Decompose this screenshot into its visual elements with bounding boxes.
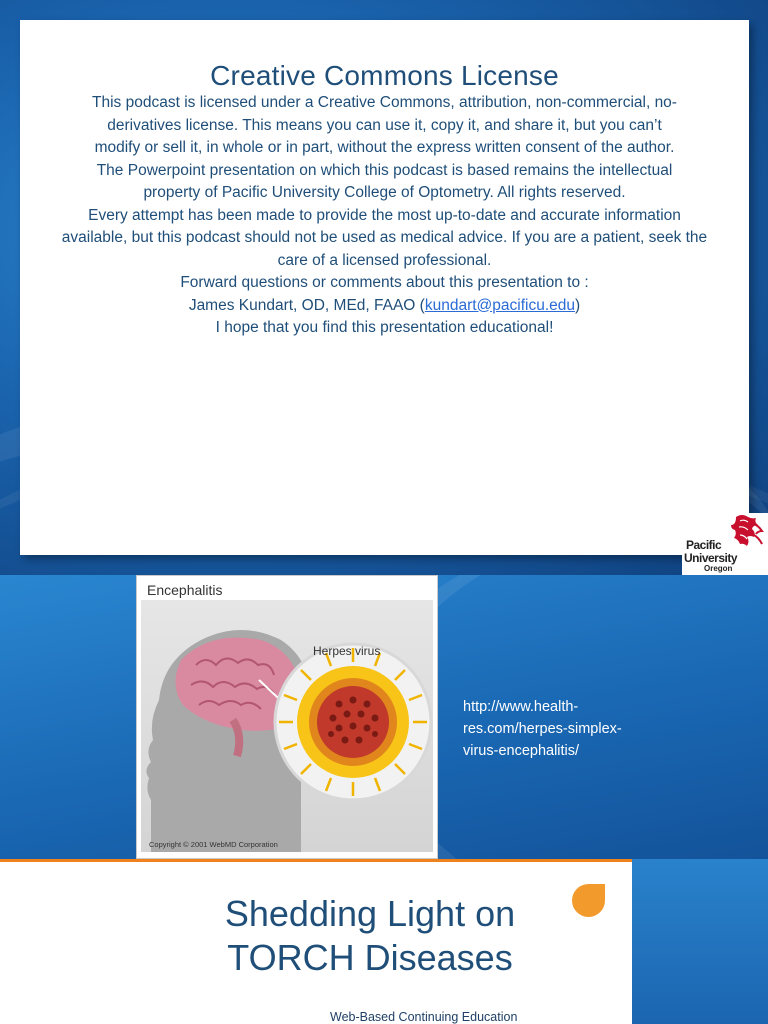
head-virus-illustration: [141, 600, 433, 852]
presentation-title: [160, 892, 580, 980]
source-url-line: http://www.health-: [463, 699, 579, 715]
author-suffix: ): [575, 296, 581, 314]
title-line: TORCH Diseases: [227, 937, 513, 978]
source-url-line: virus-encephalitis/: [463, 743, 580, 759]
author-name: James Kundart, OD, MEd, FAAO (: [188, 296, 425, 314]
pacific-university-logo: [682, 513, 768, 575]
image-illustration: [141, 600, 433, 852]
logo-text-university: University: [684, 551, 738, 565]
title-slide: [0, 859, 768, 1024]
title-card: [0, 859, 632, 1024]
license-card: [20, 20, 749, 555]
herpes-virus-label: Herpes virus: [313, 644, 381, 658]
ownership-paragraph: The Powerpoint presentation on which this podcast is based remains the intellectual property of Pacific University College of Optometry. All rights reserved.: [96, 161, 673, 201]
author-email-link[interactable]: kundart@pacificu.edu: [424, 296, 575, 314]
presentation-subtitle: Web-Based Continuing Education: [330, 1010, 518, 1024]
disclaimer-paragraph: Every attempt has been made to provide the most up-to-date and accurate information available, but this podcast should not be used as medical advice. If you are a patient, seek the care of a licensed professional.: [61, 206, 708, 269]
slide-title: Creative Commons License: [210, 60, 559, 91]
title-line: Shedding Light on: [224, 893, 516, 934]
source-url-line: res.com/herpes-simplex-: [463, 721, 622, 737]
closing-text: I hope that you find this presentation educational!: [215, 319, 554, 336]
logo-text-pacific: Pacific: [686, 538, 722, 552]
source-url-link[interactable]: [463, 696, 683, 762]
contact-intro: Forward questions or comments about this presentation to :: [180, 274, 589, 291]
encephalitis-image: [136, 575, 438, 859]
logo-text-oregon: Oregon: [704, 564, 733, 573]
image-copyright: Copyright © 2001 WebMD Corporation: [149, 840, 278, 849]
encephalitis-slide: [0, 575, 768, 859]
author-contact: [20, 295, 749, 318]
license-paragraph: This podcast is licensed under a Creative Commons, attribution, non-commercial, no-derivatives license. This means you can use it, copy it, and share it, but you can’t modify or sell it, in whole or in part, without the express written consent of the author.: [92, 94, 677, 156]
image-title: Encephalitis: [147, 582, 223, 598]
